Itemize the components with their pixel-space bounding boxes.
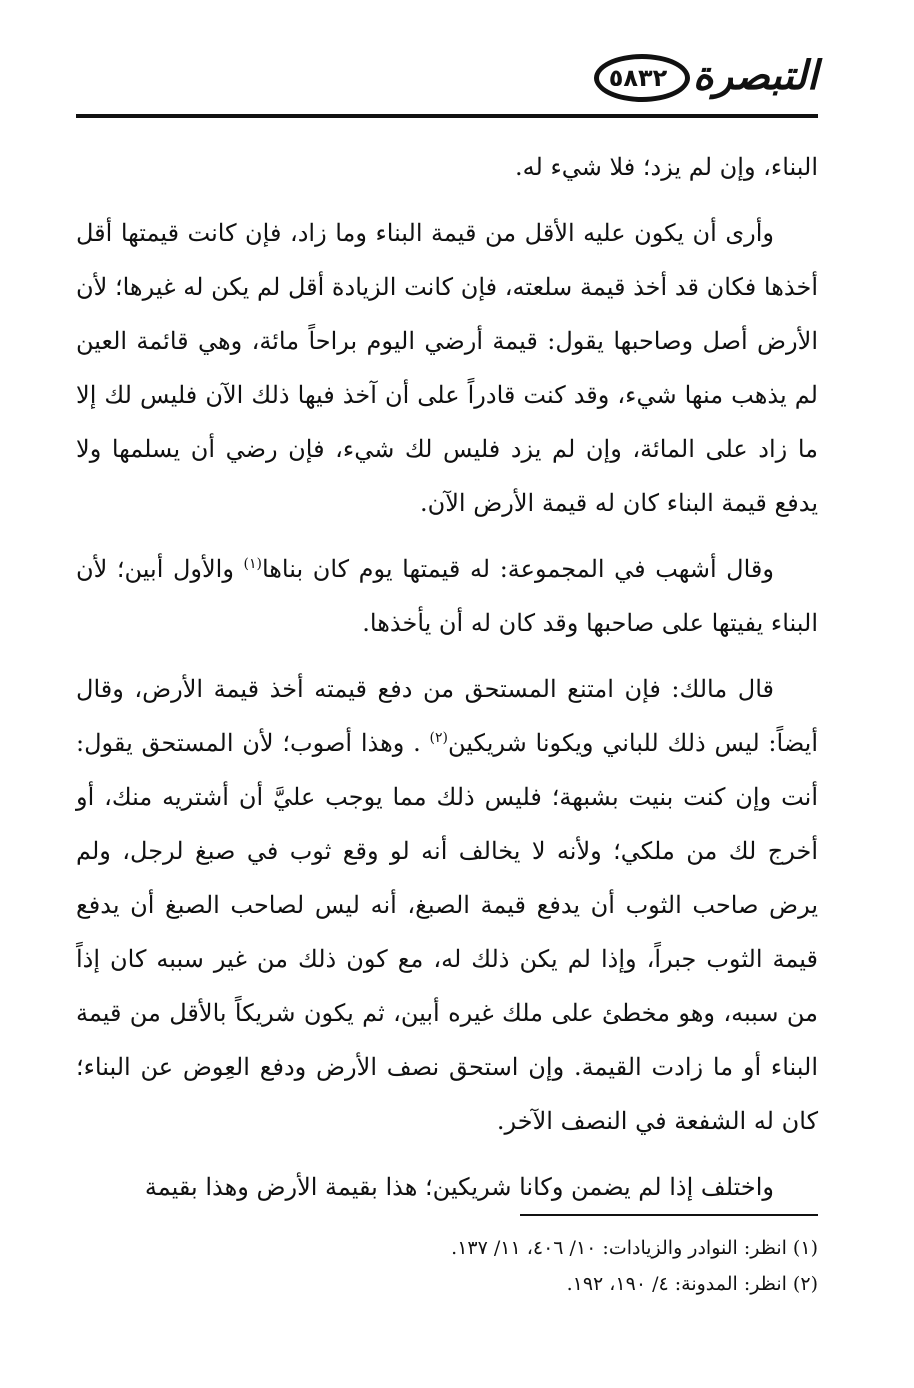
book-title: التبصرة	[692, 52, 818, 99]
page-number: ٥٨٣٢	[608, 64, 668, 92]
footnote-ref-2[interactable]: (٢)	[429, 730, 448, 746]
paragraph-3-text-a: قال مالك: فإن امتنع المستحق من دفع قيمته أخذ قيمة الأرض، وقال أيضاً: ليس ذلك للباني ويكونا شريكين	[76, 675, 818, 757]
page-header	[76, 44, 818, 120]
footnote-2: (٢) انظر: المدونة: ٤/ ١٩٠، ١٩٢.	[566, 1273, 818, 1295]
footnote-ref-1[interactable]: (١)	[243, 556, 262, 572]
paragraph-3-text-b: . وهذا أصوب؛ لأن المستحق يقول: أنت وإن كنت بنيت بشبهة؛ فليس ذلك مما يوجب عليَّ أن أشتريه منك، أو أخرج لك من ملكي؛ ولأنه لا يخالف أنه لو وقع ثوب في صبغ لرجل، ولم يرض صاحب الثوب أن يدفع قيمة الصبغ، أنه ليس لصاحب الصبغ أن يدفع قيمة الثوب جبراً، وإذا لم يكن ذلك له، مع كون ذلك من غير سببه كان إذاً من سببه، وهو مخطئ على ملك غيره أبين، ثم يكون شريكاً بالأقل من قيمة البناء أو ما زادت القيمة. وإن استحق نصف الأرض ودفع العِوض عن البناء؛ كان له الشفعة في النصف الآخر.	[76, 729, 819, 1135]
paragraph-2-text-a: وقال أشهب في المجموعة: له قيمتها يوم كان بناها	[261, 555, 774, 583]
main-text	[76, 140, 818, 1214]
footnote-1: (١) انظر: النوادر والزيادات: ١٠/ ٤٠٦، ١١/ ١٣٧.	[451, 1237, 818, 1259]
header-rule	[76, 114, 818, 118]
paragraph-2	[76, 542, 818, 650]
paragraph-1: وأرى أن يكون عليه الأقل من قيمة البناء وما زاد، فإن كانت قيمتها أقل أخذها فكان قد أخذ قيمة سلعته، فإن كانت الزيادة أقل لم يكن له غيرها؛ لأن الأرض أصل وصاحبها يقول: قيمة أرضي اليوم براحاً مائة، وهي قائمة العين لم يذهب منها شيء، وقد كنت قادراً على أن آخذ فيها ذلك الآن فليس لك إلا ما زاد على المائة، وإن لم يزد فليس لك شيء، فإن رضي أن يسلمها ولا يدفع قيمة البناء كان له قيمة الأرض الآن.	[76, 219, 818, 517]
paragraph-4: واختلف إذا لم يضمن وكانا شريكين؛ هذا بقيمة الأرض وهذا بقيمة	[144, 1173, 774, 1201]
paragraph-continuation: البناء، وإن لم يزد؛ فلا شيء له.	[515, 153, 818, 181]
paragraph-2-text-b: والأول أبين؛ لأن البناء يفيتها على صاحبها وقد كان له أن يأخذها.	[76, 555, 818, 637]
footnotes	[76, 1230, 818, 1302]
paragraph-3	[76, 662, 818, 1148]
footnote-divider	[520, 1214, 818, 1216]
